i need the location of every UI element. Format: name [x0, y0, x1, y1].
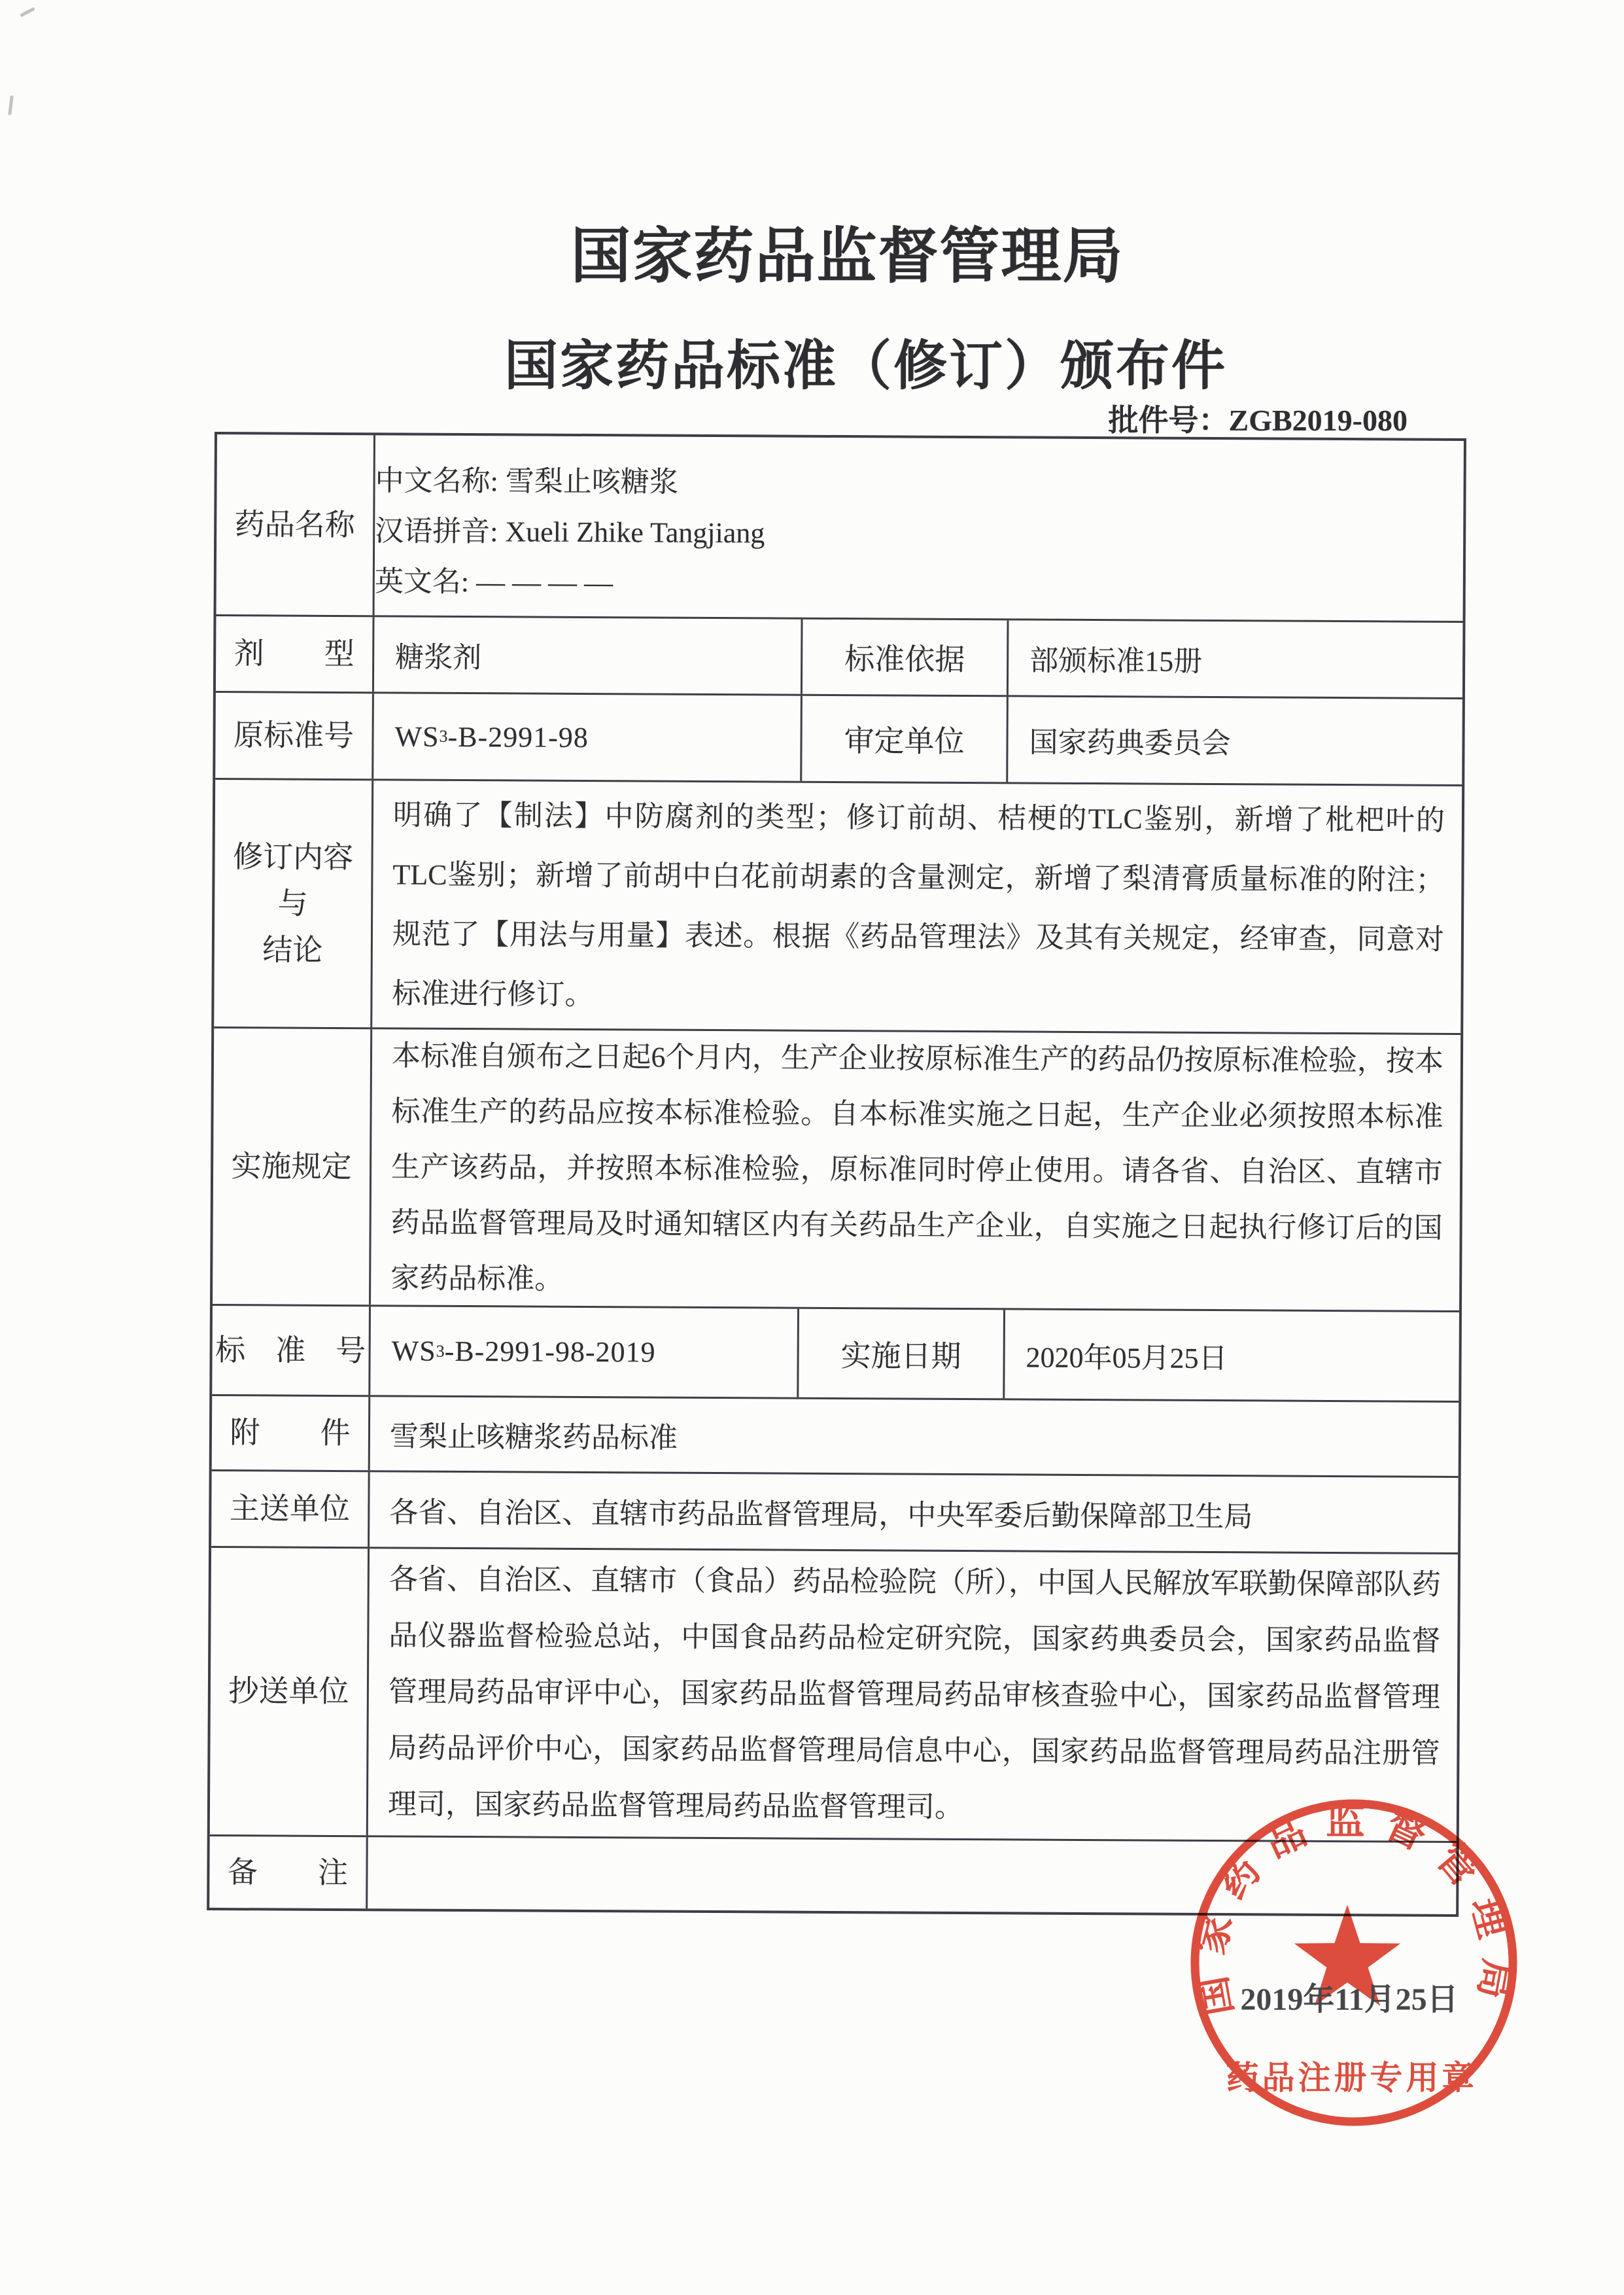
document-title: 国家药品标准（修订）颁布件: [504, 336, 1227, 396]
pinyin-line: 汉语拼音: Xueli Zhike Tangjiang: [375, 515, 765, 550]
chinese-name-line: 中文名称: 雪梨止咳糖浆: [375, 464, 678, 499]
revision-label: 修订内容 与 结论: [214, 780, 373, 1027]
main-recipients-text: 各省、自治区、直辖市药品监督管理局，中央军委后勤保障部卫生局: [389, 1496, 1253, 1533]
implementation-rule-text: 本标准自颁布之日起6个月内，生产企业按原标准生产的药品仍按原标准检验，按本标准生产的药品应按本标准检验。自本标准实施之日起，生产企业必须按照本标准生产该药品，并按照本标准检验，原标准同时停止使用。请各省、自治区、直辖市药品监督管理局及时通知辖区内有关药品生产企业，自实施之日起执行修订后的国家药品标准。: [390, 1040, 1444, 1295]
english-name-line: 英文名: — — — —: [374, 565, 613, 599]
copy-recipients-text: 各省、自治区、直辖市（食品）药品检验院（所），中国人民解放军联勤保障部队药品仪器监督检验总站，中国食品药品检定研究院，国家药典委员会，国家药品监督管理局药品审评中心，国家药品监督管理局药品审核查验中心，国家药品监督管理局药品评价中心，国家药品监督管理局信息中心，国家药品监督管理局药品注册管理司，国家药品监督管理局药品监督管理司。: [387, 1563, 1441, 1824]
standard-suffix: -B-2991-98-2019: [444, 1335, 656, 1369]
table-row-original-standard: [215, 693, 1462, 786]
agency-title: 国家药品监督管理局: [570, 223, 1124, 290]
standard-prefix: WS: [391, 1335, 436, 1367]
scan-artifact: [8, 96, 14, 115]
table-row-revision-content: [214, 780, 1462, 1035]
standard-no-label: 标 准 号: [212, 1306, 371, 1395]
standard-basis-value: 部颁标准15册: [1029, 644, 1203, 678]
seal-date: 2019年11月25日: [1240, 1982, 1459, 2017]
drug-name-label: 药品名称: [216, 434, 375, 615]
dosage-form-label: 剂 型: [216, 616, 375, 692]
drug-standard-table: [207, 432, 1466, 1917]
table-row-main-recipients: [211, 1471, 1459, 1554]
scan-artifact: [20, 7, 35, 18]
implementation-date-value: 2020年05月25日: [1026, 1341, 1228, 1375]
table-row-drug-name: [216, 434, 1464, 623]
drug-name-value: [375, 435, 1464, 621]
table-row-attachment: [212, 1396, 1459, 1478]
original-standard-label: 原标准号: [215, 693, 374, 779]
official-seal: [1174, 1783, 1540, 2149]
approval-number-line: [0, 396, 1408, 440]
table-row-dosage-form: [216, 616, 1463, 699]
main-recipients-label: 主送单位: [211, 1471, 370, 1547]
standard-no-value: [370, 1306, 799, 1397]
standard-prefix: WS: [394, 720, 440, 753]
original-standard-value: [373, 693, 803, 780]
attachment-value: 雪梨止咳糖浆药品标准: [389, 1420, 678, 1454]
table-row-standard-no: [212, 1306, 1459, 1403]
standard-subscript: 3: [439, 726, 448, 746]
approval-number-value: ZGB2019-080: [1228, 404, 1408, 437]
implementation-date-label: 实施日期: [799, 1309, 1005, 1399]
standard-suffix: -B-2991-98: [447, 720, 589, 754]
approval-number-label: 批件号：: [1108, 404, 1229, 437]
copy-recipients-label: 抄送单位: [210, 1548, 370, 1835]
standard-basis-label: 标准依据: [803, 620, 1009, 695]
standard-subscript: 3: [436, 1341, 445, 1361]
review-unit-label: 审定单位: [802, 696, 1009, 782]
revision-text-cell: [372, 780, 1462, 1033]
seal-bottom-text: 药品注册专用章: [1226, 2059, 1478, 2096]
implementation-rule-cell: [371, 1029, 1460, 1310]
attachment-label: 附 件: [212, 1396, 371, 1470]
implementation-rule-label: 实施规定: [213, 1028, 372, 1305]
dosage-form-value: 糖浆剂: [374, 617, 803, 693]
revision-text: 明确了【制法】中防腐剂的类型；修订前胡、桔梗的TLC鉴别，新增了枇杷叶的TLC鉴别；新增了前胡中白花前胡素的含量测定，新增了梨清膏质量标准的附注；规范了【用法与用量】表述。根据《药品管理法》及其有关规定，经审查，同意对标准进行修订。: [392, 798, 1445, 1011]
remarks-label: 备 注: [209, 1836, 368, 1908]
review-unit-value: 国家药典委员会: [1029, 726, 1231, 760]
seal-arc-text: 国家药品监督管理局: [1188, 1798, 1520, 2020]
table-row-implementation-rule: [213, 1028, 1460, 1312]
